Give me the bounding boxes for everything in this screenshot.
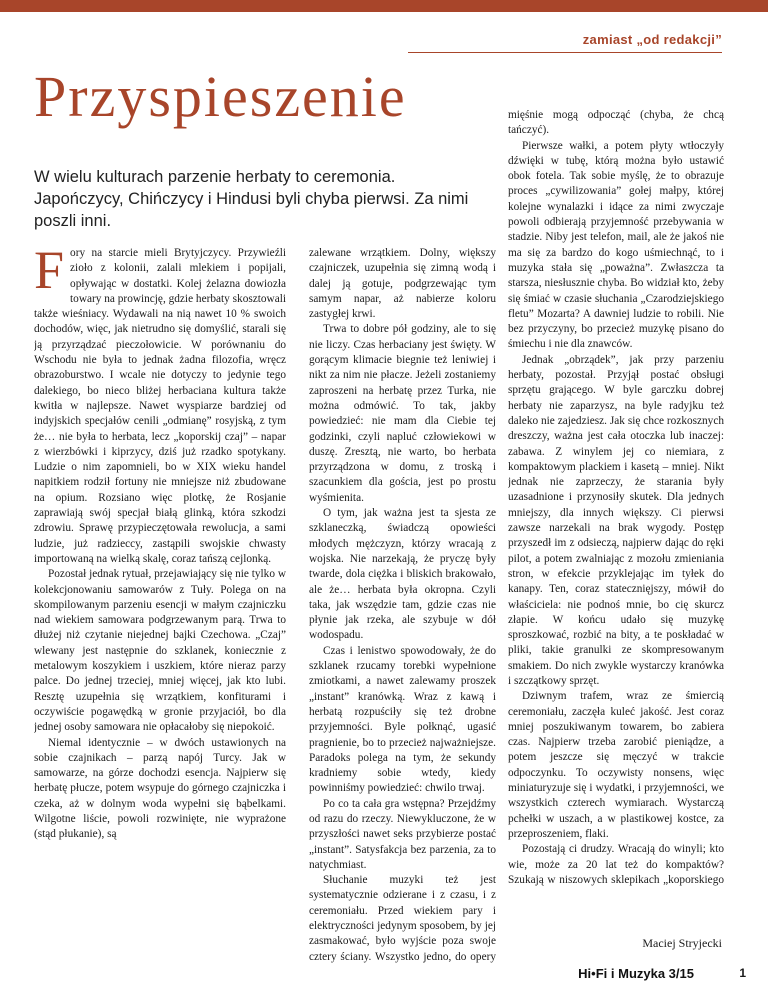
paragraph: Jednak „obrządek”, jak przy parzeniu herbaty, pozostał. Przyjął postać obsługi sprzętu grającego. W byle garczku dobrej herbaty nie zaparzysz, na byle radyjku też daleko nie zajedziesz. Jak się chce rozkosznych dreszczy, ważna jest cała otoczka lub inaczej: zabawa. Z winylem jej co niemiara, z kompaktowym plackiem i kasetą – mniej. Nikt jednak nie zaprzeczy, że starania były uzasadnione i przynosiły skutek. Dla jednych mniejszy, dla innych większy. Ci pierwsi zawsze narzekali na brak wygody. Postęp przyszedł im z odsieczą, najpierw dając do ręki pilot, a potem zwalniając z mozołu zmieniania stron, w efekcie przyklejając im tyłek do kanapy. Ten, coraz statecznięjszy, mówił do właściciela: nie podnoś mnie, bo cię skurcz złapie. W końcu udało się muzykę sproszkować, rozbić na bity, a te poskładać w pliki, takie granulki ze skompresowanym smakiem. Do nich zwykle wystarczy kranówka i szczątkowy sprzęt. — [508, 353, 724, 687]
article-column-2 — [309, 246, 496, 964]
page-number: 1 — [739, 966, 746, 980]
paragraph: Po co ta cała gra wstępna? Przejdźmy od razu do rzeczy. Niewykluczone, że w przyszłości nawet seks przybierze postać „instant”. Satysfakcja bez parzenia, za to natychmiast. — [309, 797, 496, 871]
article-lead: W wielu kulturach parzenie herbaty to ceremonia. Japończycy, Chińczycy i Hindusi byli chyba pierwsi. Za nimi poszli inni. — [34, 168, 469, 230]
paragraph: Pozostają ci drudzy. Wracają do winyli; kto wie, może za 20 lat też do kompaktów? Szukają w niszowych sklepikach „koporskiego — [508, 843, 724, 886]
paragraph: Pierwsze wałki, a potem płyty wtłoczyły dźwięki w tubę, którą można było ustawić obok fotela. Tak sobie myślę, że to obrazuje proces „cywilizowania” gołej małpy, której kolejne wynalazki i idące za nimi zwyczaje powoli odbierają przyjemność przebywania w stadzie. Niby jest telefon, mail, ale że jakoś nie ma się za bardzo do kogo uśmiechnąć, to i muzyka stała się „poważna”. Zwłaszcza ta starsza, niesłusznie chyba. Bo widział kto, żeby się śmiać w czasie słuchania „Czarodziejskiego fletu” Mozarta? A dawniej ludzie to robili. Nie bez przyczyny, bo przecież muzykę pisano do śmiechu i nie dla znawców. — [508, 139, 724, 351]
section-label: zamiast „od redakcji” — [582, 32, 722, 47]
paragraph: ory na starcie mieli Brytyjczycy. Przywieźli zioło z kolonii, zalali mlekiem i popijali, opływając w dostatki. Kolej żelazna dowiozła towary na prowincję, gdzie herbaty skosztowali także wieśniacy. Wydawali na nią nawet 10 % swoich dochodów, więc, jak nietrudno się domyślić, starali się ją przyrządzać pieczołowicie. W porównaniu do Wschodu nie była to jednak żadna filozofia, wręcz obrazoburstwo. I wcale nie dotyczy to jedynie tego dalekiego, bo nieco bliżej herbaciana kultura także kwitła w najlepsze. Nawet wyspiarze bardziej od indyjskich specjałów cenili „odmianę” rosyjską, z tym że… nie była to herbata, lecz „koporskij czaj” – napar z wierzbówki i kiprzycy, dziś już rzadko spotykany. Ludzie o nim zapomnieli, bo w XIX wieku handel napitkiem rodził fortuny nie mniejsze niż zbudowane na opium. Rozsiano więc plotkę, że Rosjanie zaprawiają swój specjał białą glinką, która szkodzi zdrowiu. Sprawę przypieczętowała rewolucja, a sami ludzie, już radzieccy, zastąpili swojskie chwasty importowaną na wielką skalę, coraz tańszą cejlonką. — [34, 247, 286, 565]
paragraph: Słuchanie muzyki też jest systematycznie odzierane i z czasu, i z ceremoniału. Przed wiekiem pary i elektryczności jedynym sposobem, by jej zasmakować, było wyjście poza swoje cztery ściany. Wszystko jedno, do opery — [309, 874, 496, 963]
article-column-3 — [508, 108, 724, 888]
paragraph: Trwa to dobre pół godziny, ale to się nie liczy. Czas herbaciany jest święty. W gorącym klimacie biegnie też leniwiej i nikt za nim nie płacze. Jeżeli zostaniemy zaproszeni na herbatę przez Turka, nie można odmówić. To tak, jakby powiedzieć: nie mam dla Ciebie tej godzinki, czyli napluć człowiekowi w duszę. Zresztą, nie warto, bo herbata przyrządzona w domu, z troską i szacunkiem dla gościa, jest po prostu wyśmienita. — [309, 323, 496, 504]
paragraph: Niemal identycznie – w dwóch ustawionych na sobie czajnikach – parzą napój Turcy. Jak w samowarze, na górze dochodzi esencja. Najpierw się herbatę płucze, potem wsypuje do górnego czajniczka i czeka, aż w dolnym woda wypełni się bąbelkami. Wilgotne liście, powoli rozwinięte, nie wyprażone (stąd płukanie), są — [34, 736, 286, 841]
paragraph: Pozostał jednak rytuał, przejawiający się nie tylko w kolekcjonowaniu samowarów z Tuły. Polega on na skompilowanym parzeniu esencji w małym czajniczku nad wiekiem samowara podgrzewanym parą. Trwa to dłużej niż czytanie niejednej bajki Czechowa. „Czaj” wlewany jest następnie do szklanek, koniecznie z metalowym koszykiem i uszkiem, które nieraz parzy palce. Do jednej trzeciej, mniej więcej, jak kto lubi. Resztę uzupełnia się wrzątkiem, konfiturami i oczywiście pogawędką w gronie przyjaciół, bo dla jednej osoby samowara nie opłacałoby się niepokoić. — [34, 568, 286, 734]
paragraph: zalewane wrzątkiem. Dolny, większy czajniczek, uzupełnia się zimną wodą i dalej ją gotuje, podgrzewając tym samym napar, aż nabierze koloru zastygłej krwi. — [309, 247, 496, 321]
paragraph: Czas i lenistwo spowodowały, że do szklanek rzucamy torebki wypełnione zmiotkami, a nawet zalewamy proszek „instant” kranówką. Wraz z kawą i herbatą rozpuściły się też drobne przyjemności. Byle połknąć, ugasić pragnienie, bo to przecież najważniejsze. Paradoks polega na tym, że sekundy kradniemy sobie wtedy, kiedy powinniśmy powiedzieć: chwilo trwaj. — [309, 644, 496, 795]
article-column-1 — [34, 246, 286, 964]
paragraph: mięśnie mogą odpocząć (chyba, że chcą tańczyć). — [508, 109, 724, 137]
paragraph: O tym, jak ważna jest ta sjesta ze szklaneczką, świadczą opowieści młodych mężczyzn, którzy wracają z wojska. Nie narzekają, że pryczę były twarde, dola ciężka i bliskich brakowało, ale że… herbata była okropna. Czyli taka, jak wszędzie tam, gdzie czas nie płynie jak rzeka, ale szybuje w dół wodospadu. — [309, 507, 496, 642]
section-rule — [408, 52, 722, 53]
drop-cap: F — [34, 246, 65, 300]
article-title: Przyspieszenie — [34, 64, 407, 129]
paragraph: Dziwnym trafem, wraz ze śmiercią ceremoniału, zaczęła kuleć jakość. Jest coraz mniej poszukiwanym towarem, bo zabiera czas. Najpierw trzeba zarobić pieniądze, a potem jeszcze się męczyć w trakcie odpoczynku. To oczywisty nonsens, więc miniaturyzuje się i wydatki, i przyjemności, we wszystkich czterech wymiarach. Wystarczą pchełki w uszach, a w plastikowej kostce, za przeproszeniem, flaki. — [508, 690, 724, 840]
magazine-issue: Hi•Fi i Muzyka 3/15 — [578, 966, 694, 981]
author-signature: Maciej Stryjecki — [642, 936, 722, 950]
top-accent-bar — [0, 0, 768, 12]
